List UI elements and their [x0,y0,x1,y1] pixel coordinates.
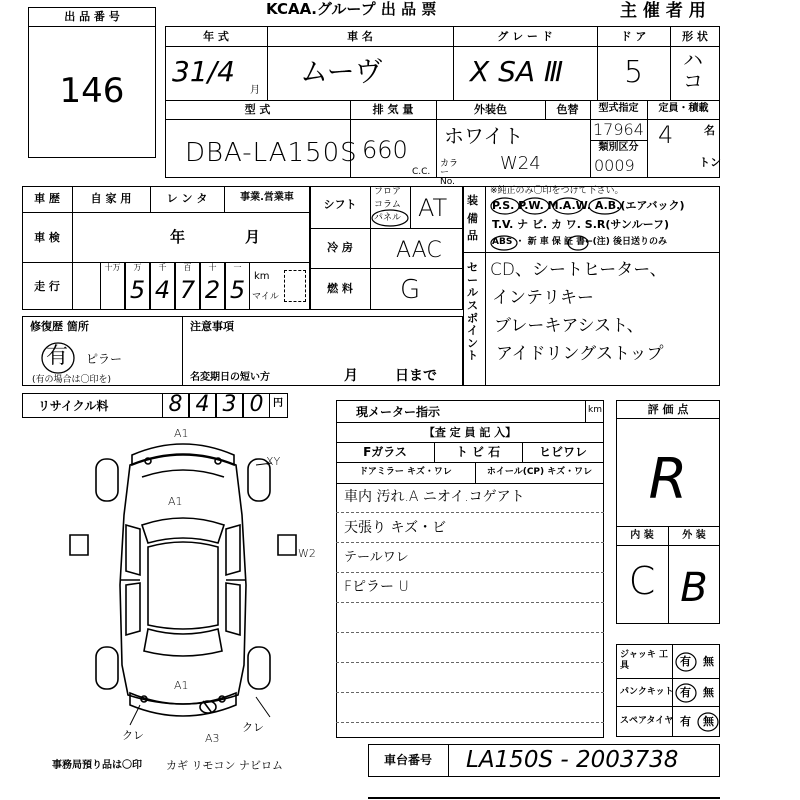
shift-column: コラム [374,200,401,210]
spare-tire-label: スペアタイヤ [620,716,674,726]
wheel-label: ホイール(CP) キズ・ワレ [486,467,593,477]
grade-label: グ レ ー ド [497,30,553,43]
shape-label: 形 状 [682,30,708,43]
doors-label: ド ア [620,30,647,43]
inspector-note-4: Fピラー U [344,579,409,595]
office-note: 事務局預り品は〇印 [52,760,142,771]
interior-score: C [628,559,656,603]
mile-checkbox[interactable] [284,270,306,302]
equipment-note: ※純正のみ〇印をつけて下さい。 [490,186,624,196]
chassis-number: LA150S - 2003738 [466,747,679,773]
mileage-digit-unit: 一 [233,263,242,272]
inspector-ruled-line [336,722,604,723]
exterior-color-value: ホワイト [444,124,524,148]
car-name: ムーヴ [300,55,383,88]
mile-unit: マイル [252,292,279,302]
inspector-ruled-line [336,602,604,603]
class-label: 類別区分 [598,142,639,153]
lot-number: 146 [59,71,125,111]
form-title [266,2,436,17]
history-private: 自 家 用 [90,192,132,205]
diagram-mark-fender: XY [266,455,281,468]
puncture-no: 無 [703,686,714,699]
mileage-digit: 7 [179,276,196,304]
inspector-note-1: 車内 汚れ.A ニオイ.コゲアト [344,489,525,505]
type-designation-label: 型式指定 [598,103,639,114]
diagram-mark-rear: A1 [174,679,189,692]
recycle-unit: 円 [273,398,283,409]
chip-label: ト ビ 石 [455,445,501,459]
repair-value: 有 [46,344,69,369]
recycle-digit: 4 [195,392,210,417]
form-title-text: .グループ 出 品 票 [311,0,437,18]
displacement-value: 660 [362,136,408,164]
jack-label: ジャッキ 工 具 [620,650,668,671]
fuel-label: 燃 料 [327,282,353,295]
mileage-digit: 4 [154,276,171,304]
inspector-ruled-line [336,542,604,543]
lot-number-label: 出 品 番 号 [64,10,120,23]
recycle-digit: 8 [168,392,183,417]
crack-label: ヒビワレ [538,445,587,459]
car-name-label: 車 名 [347,30,373,43]
mileage-digit-unit: 十万 [104,263,121,272]
repair-footnote: (有の場合は〇印を) [32,375,112,385]
color-change-label: 色替 [556,103,579,116]
ac-label: 冷 房 [327,241,353,254]
mileage-digit-unit: 十 [208,263,217,272]
spare-no: 無 [703,715,714,728]
sales-point-line: CD、シートヒーター、 [490,260,667,280]
cc-unit: C.C. [412,167,431,177]
caution-label: 注意事項 [190,320,234,333]
door-mirror-label: ドアミラー キズ・ワレ [359,467,452,477]
sales-point-line: ブレーキアシスト、 [494,316,644,336]
model-value: DBA-LA150S [185,138,358,168]
shift-label: シフト [323,198,357,211]
repair-label: 修復歴 箇所 [30,320,89,333]
mileage-digit: 2 [204,276,221,304]
jack-yes: 有 [680,655,691,668]
recycle-label: リサイクル料 [38,399,109,413]
diagram-mark-front: A1 [174,427,189,440]
equipment-side-label: 装 備 品 [467,194,478,243]
doors-value: 5 [623,55,644,90]
mileage-digit: 5 [229,276,246,304]
capacity-label: 定員・積載 [658,103,709,114]
puncture-yes: 有 [680,686,691,699]
year-value: 31/4 [172,55,235,88]
meter-unit: km [588,405,602,415]
score-label: 評 価 点 [647,403,689,416]
inspection-label: 車 検 [34,231,60,244]
meter-label: 現メーター指示 [356,405,441,419]
diagram-mark-rear-left: クレ [122,729,144,742]
organizer-label: 主 催 者 用 [620,1,706,21]
inspector-entry-label: 【査 定 員 記 入】 [423,426,517,439]
color-no-value: W24 [500,153,541,174]
exterior-color-label: 外装色 [474,103,507,116]
capacity-unit: 名 [704,124,715,137]
repair-circle-mark [38,340,78,376]
inspector-ruled-line [336,632,604,633]
car-diagram [60,425,330,755]
score-value: R [648,447,688,512]
shift-panel: パネル [374,213,402,223]
recycle-digit: 0 [249,392,264,417]
name-change-month: 月 [344,368,358,384]
inspector-ruled-line [336,692,604,693]
inspector-ruled-line [336,572,604,573]
shift-floor: フロア [374,187,402,197]
sales-point-line: インテリキー [492,288,594,308]
type-designation-value: 17964 [593,120,644,139]
shift-value: AT [418,194,448,222]
mileage-label: 走 行 [34,280,60,293]
brand-name: KCAA [266,0,312,18]
history-label: 車 歴 [34,192,60,205]
class-value: 0009 [594,156,635,175]
spare-yes: 有 [680,715,691,728]
diagram-mark-rear-right: クレ [242,721,264,734]
exterior-score: B [680,565,708,611]
fuel-value: G [400,275,421,305]
chassis-label: 車台番号 [383,753,432,767]
year-month-suffix: 月 [250,85,260,96]
diagram-mark-rear-bumper: A3 [205,732,220,745]
interior-label: 内 装 [630,530,654,541]
equipment-line-3: ABS ・ 新 車 保 証 書←(注) 後日送りのみ [492,237,668,247]
displacement-label: 排 気 量 [372,103,414,116]
mileage-digit: 5 [129,276,146,304]
sales-point-line: アイドリングストップ [496,344,664,364]
inspection-month: 月 [245,228,261,246]
load-unit: トン [699,156,721,169]
equipment-line-1: P.S. P.W. M.A.W. A.B.(エアバック) [492,199,685,212]
inspector-note-2: 天張り キズ・ビ [344,520,447,536]
diagram-mark-hood: A1 [168,495,183,508]
name-change-label: 名変期日の短い方 [190,372,270,383]
mileage-digit-unit: 千 [158,263,167,272]
equipment-circle-marks [486,194,716,254]
capacity-value: 4 [658,121,674,149]
inspector-ruled-line [336,662,604,663]
diagram-mark-windshield: W2 [298,547,316,560]
km-unit: km [254,271,270,282]
color-no-label: カラー No. [440,159,459,187]
office-items: カギ リモコン ナビロム [166,759,283,772]
recycle-digit: 3 [222,392,237,417]
jack-no: 無 [703,655,714,668]
equipment-line-2: T.V. ナ ビ. カ ワ. S.R(サンルーフ) [492,218,670,231]
mileage-digit-unit: 百 [183,263,192,272]
shape-value: ハコ [683,48,703,93]
history-rental: レ ン タ [166,192,208,205]
accessory-circle-marks [672,644,720,737]
sales-point-side-label: セールスポイント [467,261,478,363]
inspection-year: 年 [170,228,186,246]
exterior-label: 外 装 [682,530,706,541]
puncture-kit-label: パンクキット [620,687,674,697]
mileage-digit-unit: 万 [133,263,142,272]
year-label: 年 式 [203,30,229,43]
history-business: 事業.営業車 [240,192,294,203]
inspector-note-3: テールワレ [344,550,409,565]
model-label: 型 式 [244,103,271,116]
name-change-day: 日まで [395,368,437,384]
ac-value: AAC [396,238,442,263]
repair-note: ピラー [86,352,123,366]
panel-circle-mark [370,208,410,228]
grade-value: X SA Ⅲ [470,55,564,88]
f-glass-label: Fガラス [363,445,407,459]
inspector-ruled-line [336,512,604,513]
